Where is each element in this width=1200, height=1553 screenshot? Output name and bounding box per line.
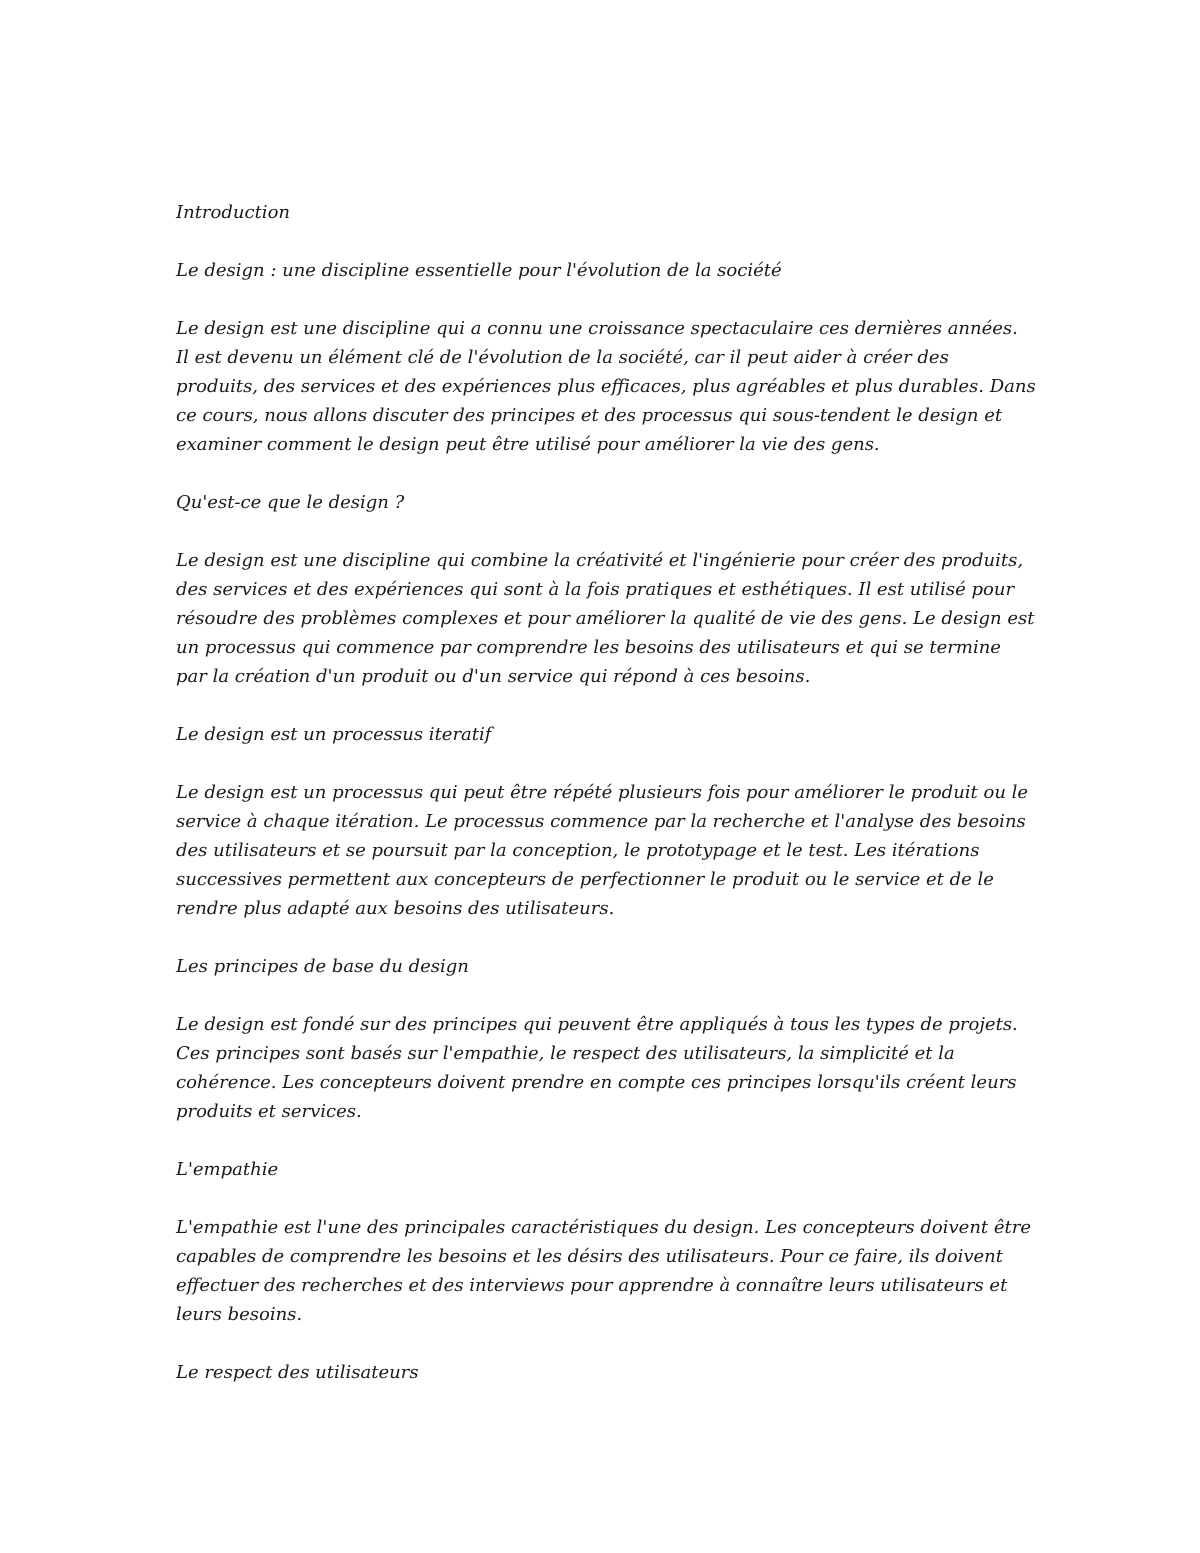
- section-heading-empathy: L'empathie: [176, 1159, 279, 1180]
- section-heading-basic-principles: Les principes de base du design: [176, 956, 469, 977]
- paragraph-basic-principles: Le design est fondé sur des principes qui peuvent être appliqués à tous les types de projets. Ces principes sont basés sur l'empathie, le respect des utilisateurs, la simplicité et la cohérence. Les concepteurs doivent prendre en compte ces principes lorsqu'ils créent leurs produits et services.: [176, 1014, 1018, 1122]
- document-body: [176, 198, 1036, 1387]
- section-heading-introduction: Introduction: [176, 202, 290, 223]
- section-heading-what-is-design: Qu'est-ce que le design ?: [176, 492, 405, 513]
- paragraph-what-is-design: Le design est une discipline qui combine la créativité et l'ingénierie pour créer des produits, des services et des expériences qui sont à la fois pratiques et esthétiques. Il est utilisé pour résoudre des problèmes complexes et pour améliorer la qualité de vie des gens. Le design est un processus qui commence par comprendre les besoins des utilisateurs et qui se termine par la création d'un produit ou d'un service qui répond à ces besoins.: [176, 550, 1035, 687]
- document-title: Le design : une discipline essentielle pour l'évolution de la société: [176, 260, 782, 281]
- paragraph-iterative-process: Le design est un processus qui peut être répété plusieurs fois pour améliorer le produit ou le service à chaque itération. Le processus commence par la recherche et l'analyse des besoins des utilisateurs et se poursuit par la conception, le prototypage et le test. Les itérations successives permettent aux concepteurs de perfectionner le produit ou le service et de le rendre plus adapté aux besoins des utilisateurs.: [176, 782, 1029, 919]
- paragraph-empathy: L'empathie est l'une des principales caractéristiques du design. Les concepteurs doivent être capables de comprendre les besoins et les désirs des utilisateurs. Pour ce faire, ils doivent effectuer des recherches et des interviews pour apprendre à connaître leurs utilisateurs et leurs besoins.: [176, 1217, 1032, 1325]
- section-heading-user-respect: Le respect des utilisateurs: [176, 1362, 419, 1383]
- paragraph-intro: Le design est une discipline qui a connu une croissance spectaculaire ces dernières années. Il est devenu un élément clé de l'évolution de la société, car il peut aider à créer des produits, des services et des expériences plus efficaces, plus agréables et plus durables. Dans ce cours, nous allons discuter des principes et des processus qui sous-tendent le design et examiner comment le design peut être utilisé pour améliorer la vie des gens.: [176, 318, 1036, 455]
- section-heading-iterative-process: Le design est un processus iteratif: [176, 724, 492, 745]
